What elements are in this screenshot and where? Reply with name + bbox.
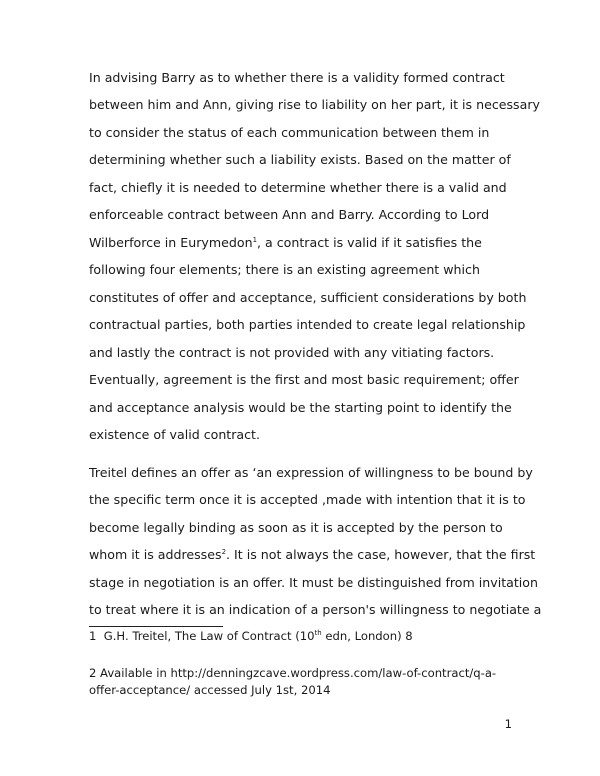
footnote-ref-2[interactable]: 2 — [221, 547, 227, 556]
text-line: to consider the status of each communication between them in — [89, 125, 490, 140]
text-line: the specific term once it is accepted ,made with intention that it is to — [89, 492, 526, 507]
footnote-2-line-2[interactable]: offer-acceptance/ accessed July 1st, 2014 — [89, 683, 331, 697]
footnote-1 — [89, 629, 413, 644]
text-line: become legally binding as soon as it is accepted by the person to — [89, 520, 503, 535]
text-run: Wilberforce in Eurymedon — [89, 235, 253, 250]
text-line — [89, 547, 535, 563]
text-run: whom it is addresses — [89, 547, 222, 562]
footnote-text: G.H. Treitel, The Law of Contract (10 — [103, 629, 315, 643]
footnote-separator — [89, 626, 223, 627]
footnote-ref-1[interactable]: 1 — [252, 235, 258, 244]
footnote-text: edn, London) 8 — [321, 629, 413, 643]
text-run: . It is not always the case, however, that the first — [226, 547, 536, 562]
text-line: constitutes of offer and acceptance, sufficient considerations by both — [89, 290, 527, 305]
text-line: to treat where it is an indication of a person's willingness to negotiate a — [89, 602, 542, 617]
text-line — [89, 235, 482, 251]
text-line: existence of valid contract. — [89, 427, 260, 442]
text-run: , a contract is valid if it satisfies the — [257, 235, 482, 250]
text-line: following four elements; there is an existing agreement which — [89, 262, 480, 277]
text-line: In advising Barry as to whether there is a validity formed contract — [89, 70, 505, 85]
text-line: Treitel defines an offer as ‘an expression of willingness to be bound by — [89, 465, 533, 480]
footnote-number: 1 — [89, 629, 97, 643]
text-line: stage in negotiation is an offer. It must be distinguished from invitation — [89, 575, 538, 590]
text-line: and lastly the contract is not provided with any vitiating factors. — [89, 345, 495, 360]
text-line: enforceable contract between Ann and Barry. According to Lord — [89, 207, 490, 222]
footnote-2-line-1[interactable]: 2 Available in http://denningzcave.wordpress.com/law-of-contract/q-a- — [89, 666, 497, 680]
text-line: between him and Ann, giving rise to liability on her part, it is necessary — [89, 97, 540, 112]
text-line: fact, chiefly it is needed to determine whether there is a valid and — [89, 180, 507, 195]
page-number: 1 — [504, 717, 512, 731]
text-line: Eventually, agreement is the first and most basic requirement; offer — [89, 372, 519, 387]
footnote-superscript: th — [314, 629, 322, 638]
text-line: determining whether such a liability exists. Based on the matter of — [89, 152, 511, 167]
text-line: and acceptance analysis would be the starting point to identify the — [89, 400, 512, 415]
text-line: contractual parties, both parties intended to create legal relationship — [89, 317, 526, 332]
